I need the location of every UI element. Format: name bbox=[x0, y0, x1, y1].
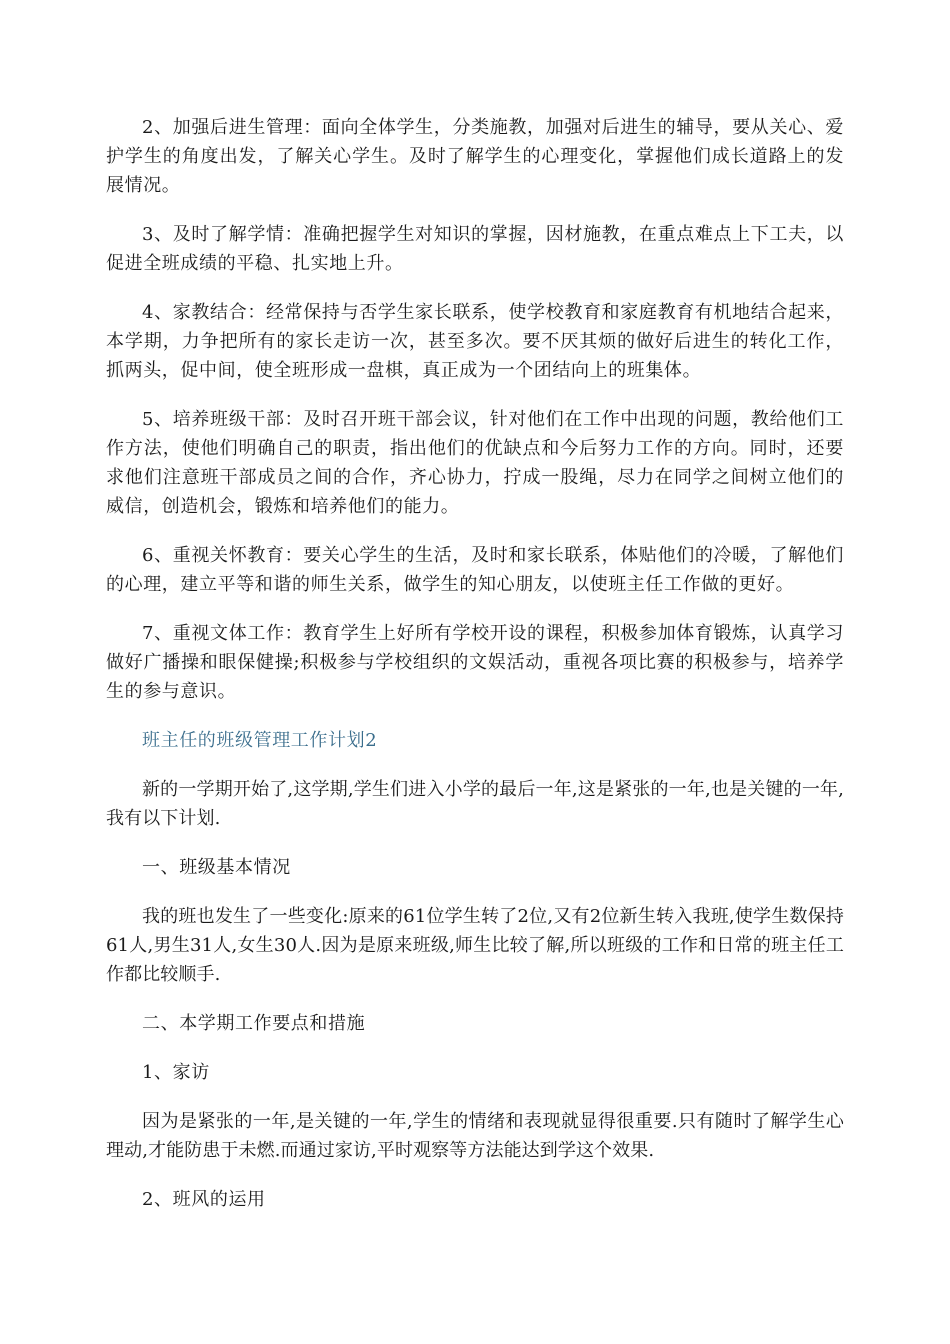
item1-text: 因为是紧张的一年,是关键的一年,学生的情绪和表现就显得很重要.只有随时了解学生心理动,才能防患于未燃.而通过家访,平时观察等方法能达到学这个效果. bbox=[106, 1111, 844, 1161]
paragraph-item-6: 6、重视关怀教育：要关心学生的生活，及时和家长联系，体贴他们的冷暖，了解他们的心理，建立平等和谐的师生关系，做学生的知心朋友，以使班主任工作做的更好。 bbox=[106, 545, 844, 595]
document-body bbox=[106, 113, 844, 1234]
paragraph-item-5: 5、培养班级干部：及时召开班干部会议，针对他们在工作中出现的问题，教给他们工作方法，使他们明确自己的职责，指出他们的优缺点和今后努力工作的方向。同时，还要求他们注意班干部成员之间的合作，齐心协力，拧成一股绳，尽力在同学之间树立他们的威信，创造机会，锻炼和培养他们的能力。 bbox=[106, 409, 844, 517]
part1-text: 我的班也发生了一些变化:原来的61位学生转了2位,又有2位新生转入我班,使学生数保持61人,男生31人,女生30人.因为是原来班级,师生比较了解,所以班级的工作和日常的班主任工作都比较顺手. bbox=[106, 906, 844, 985]
paragraph-item-2: 2、加强后进生管理：面向全体学生，分类施教，加强对后进生的辅导，要从关心、爱护学生的角度出发，了解关心学生。及时了解学生的心理变化，掌握他们成长道路上的发展情况。 bbox=[106, 117, 844, 196]
paragraph-item-4: 4、家教结合：经常保持与否学生家长联系，使学校教育和家庭教育有机地结合起来，本学期，力争把所有的家长走访一次，甚至多次。要不厌其烦的做好后进生的转化工作，抓两头，促中间，使全班形成一盘棋，真正成为一个团结向上的班集体。 bbox=[106, 302, 844, 381]
item2-heading: 2、班风的运用 bbox=[142, 1189, 266, 1210]
part2-heading: 二、本学期工作要点和措施 bbox=[142, 1013, 366, 1034]
item1-heading: 1、家访 bbox=[142, 1062, 210, 1083]
intro-paragraph: 新的一学期开始了,这学期,学生们进入小学的最后一年,这是紧张的一年,也是关键的一年,我有以下计划. bbox=[106, 779, 844, 829]
section-title: 班主任的班级管理工作计划2 bbox=[142, 730, 378, 751]
part1-heading: 一、班级基本情况 bbox=[142, 857, 291, 878]
paragraph-item-3: 3、及时了解学情：准确把握学生对知识的掌握，因材施教，在重点难点上下工夫，以促进全班成绩的平稳、扎实地上升。 bbox=[106, 224, 844, 274]
paragraph-item-7: 7、重视文体工作：教育学生上好所有学校开设的课程，积极参加体育锻炼，认真学习做好广播操和眼保健操;积极参与学校组织的文娱活动，重视各项比赛的积极参与，培养学生的参与意识。 bbox=[106, 623, 844, 702]
